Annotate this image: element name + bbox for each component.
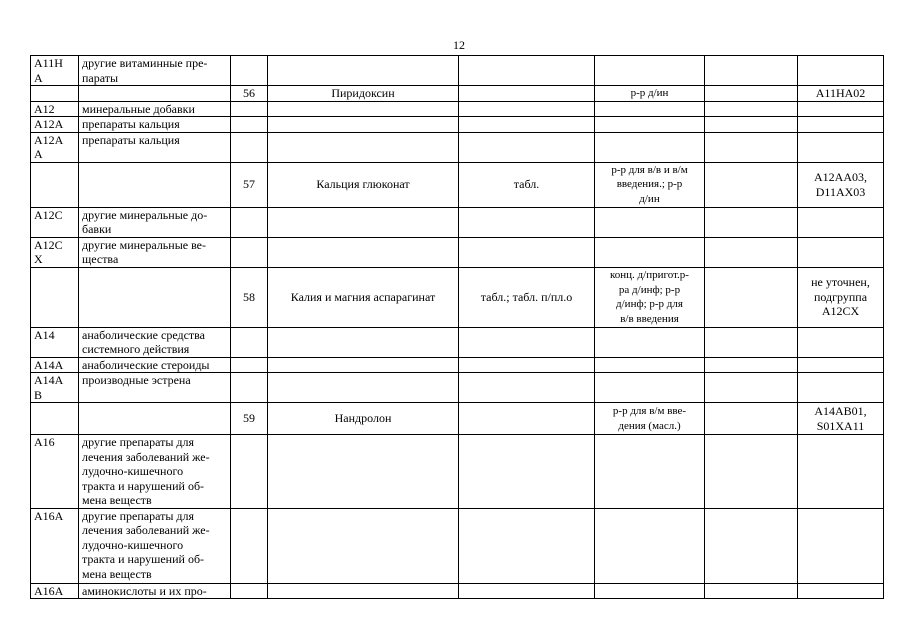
atc-group-code-cell: A14A (31, 357, 79, 373)
oral-form-cell: табл. (459, 162, 595, 207)
item-number-cell (231, 357, 268, 373)
empty-cell (705, 267, 798, 327)
atc-group-code-cell: A12A A (31, 132, 79, 162)
atc-group-name-cell: другие препараты для лечения заболеваний же- лудочно-кишечного тракта и нарушений об- мена веществ (79, 508, 231, 583)
atc-group-code-cell: A14A B (31, 373, 79, 403)
item-number-cell (231, 101, 268, 117)
parenteral-form-cell (595, 56, 705, 86)
oral-form-cell (459, 117, 595, 133)
drug-name-cell (268, 435, 459, 509)
item-number-cell: 56 (231, 86, 268, 102)
parenteral-form-cell (595, 132, 705, 162)
atc-code-cell (798, 583, 884, 599)
atc-code-cell (798, 373, 884, 403)
parenteral-form-cell (595, 207, 705, 237)
oral-form-cell (459, 403, 595, 435)
parenteral-form-cell (595, 357, 705, 373)
atc-group-name-cell (79, 86, 231, 102)
drug-name-cell (268, 583, 459, 599)
atc-code-cell (798, 207, 884, 237)
item-number-cell (231, 117, 268, 133)
oral-form-cell (459, 327, 595, 357)
parenteral-form-cell: конц. д/пригот.р- ра д/инф; р-р д/инф; р-р для в/в введения (595, 267, 705, 327)
atc-group-name-cell: другие минеральные ве- щества (79, 237, 231, 267)
drug-name-cell: Пиридоксин (268, 86, 459, 102)
item-number-cell (231, 435, 268, 509)
atc-code-cell: не уточнен, подгруппа A12CX (798, 267, 884, 327)
drug-name-cell (268, 237, 459, 267)
atc-code-cell (798, 132, 884, 162)
atc-code-cell (798, 508, 884, 583)
parenteral-form-cell (595, 373, 705, 403)
empty-cell (705, 403, 798, 435)
empty-cell (705, 237, 798, 267)
atc-group-code-cell: A14 (31, 327, 79, 357)
atc-group-code-cell: A12A (31, 117, 79, 133)
atc-code-cell (798, 56, 884, 86)
empty-cell (705, 435, 798, 509)
parenteral-form-cell: р-р д/ин (595, 86, 705, 102)
atc-group-code-cell: A11H A (31, 56, 79, 86)
table-row (31, 56, 884, 86)
drug-name-cell (268, 508, 459, 583)
empty-cell (705, 56, 798, 86)
page-number: 12 (453, 38, 465, 52)
table-row (31, 508, 884, 583)
item-number-cell: 58 (231, 267, 268, 327)
atc-group-code-cell: A16A (31, 508, 79, 583)
atc-code-cell (798, 101, 884, 117)
atc-group-name-cell: анаболические стероиды (79, 357, 231, 373)
drug-name-cell: Нандролон (268, 403, 459, 435)
oral-form-cell (459, 435, 595, 509)
table-row (31, 403, 884, 435)
item-number-cell (231, 56, 268, 86)
atc-code-cell: A14AB01, S01XA11 (798, 403, 884, 435)
atc-group-code-cell: A12 (31, 101, 79, 117)
oral-form-cell: табл.; табл. п/пл.о (459, 267, 595, 327)
drug-name-cell (268, 117, 459, 133)
parenteral-form-cell (595, 117, 705, 133)
item-number-cell (231, 327, 268, 357)
parenteral-form-cell (595, 583, 705, 599)
atc-group-name-cell: анаболические средства системного действия (79, 327, 231, 357)
oral-form-cell (459, 132, 595, 162)
atc-group-code-cell (31, 86, 79, 102)
table-row (31, 162, 884, 207)
atc-group-name-cell: аминокислоты и их про- (79, 583, 231, 599)
empty-cell (705, 162, 798, 207)
atc-group-name-cell: другие препараты для лечения заболеваний же- лудочно-кишечного тракта и нарушений об- мена веществ (79, 435, 231, 509)
item-number-cell (231, 373, 268, 403)
empty-cell (705, 86, 798, 102)
parenteral-form-cell (595, 508, 705, 583)
table-body (31, 56, 884, 599)
parenteral-form-cell (595, 435, 705, 509)
table-row (31, 435, 884, 509)
table-row (31, 101, 884, 117)
empty-cell (705, 207, 798, 237)
oral-form-cell (459, 56, 595, 86)
atc-code-cell (798, 357, 884, 373)
atc-group-name-cell: препараты кальция (79, 117, 231, 133)
oral-form-cell (459, 207, 595, 237)
atc-group-code-cell: A16A (31, 583, 79, 599)
table-row (31, 117, 884, 133)
item-number-cell: 57 (231, 162, 268, 207)
empty-cell (705, 583, 798, 599)
table-row (31, 357, 884, 373)
empty-cell (705, 373, 798, 403)
oral-form-cell (459, 101, 595, 117)
table-row (31, 583, 884, 599)
atc-code-cell: A12AA03, D11AX03 (798, 162, 884, 207)
atc-group-code-cell: A12C (31, 207, 79, 237)
empty-cell (705, 508, 798, 583)
drug-name-cell (268, 101, 459, 117)
item-number-cell: 59 (231, 403, 268, 435)
drug-name-cell (268, 357, 459, 373)
empty-cell (705, 101, 798, 117)
drug-name-cell (268, 327, 459, 357)
oral-form-cell (459, 86, 595, 102)
oral-form-cell (459, 508, 595, 583)
item-number-cell (231, 132, 268, 162)
parenteral-form-cell: р-р для в/м вве- дения (масл.) (595, 403, 705, 435)
atc-group-name-cell (79, 403, 231, 435)
atc-code-cell (798, 237, 884, 267)
atc-group-name-cell (79, 162, 231, 207)
drug-name-cell: Калия и магния аспарагинат (268, 267, 459, 327)
oral-form-cell (459, 357, 595, 373)
item-number-cell (231, 508, 268, 583)
atc-group-code-cell (31, 403, 79, 435)
atc-code-cell (798, 117, 884, 133)
atc-group-name-cell: препараты кальция (79, 132, 231, 162)
atc-group-code-cell: A12C X (31, 237, 79, 267)
drug-name-cell (268, 132, 459, 162)
table-row (31, 207, 884, 237)
atc-group-code-cell (31, 267, 79, 327)
table-row (31, 373, 884, 403)
table-row (31, 132, 884, 162)
atc-code-cell (798, 435, 884, 509)
atc-group-name-cell: другие минеральные до- бавки (79, 207, 231, 237)
drug-classification-table (30, 55, 884, 599)
atc-group-code-cell (31, 162, 79, 207)
oral-form-cell (459, 373, 595, 403)
atc-group-code-cell: A16 (31, 435, 79, 509)
atc-code-cell: A11HA02 (798, 86, 884, 102)
item-number-cell (231, 237, 268, 267)
item-number-cell (231, 583, 268, 599)
item-number-cell (231, 207, 268, 237)
drug-name-cell (268, 56, 459, 86)
atc-group-name-cell: минеральные добавки (79, 101, 231, 117)
drug-name-cell: Кальция глюконат (268, 162, 459, 207)
oral-form-cell (459, 583, 595, 599)
empty-cell (705, 357, 798, 373)
oral-form-cell (459, 237, 595, 267)
parenteral-form-cell (595, 101, 705, 117)
table-row (31, 237, 884, 267)
drug-name-cell (268, 207, 459, 237)
empty-cell (705, 327, 798, 357)
empty-cell (705, 117, 798, 133)
atc-group-name-cell: производные эстрена (79, 373, 231, 403)
table-row (31, 267, 884, 327)
drug-name-cell (268, 373, 459, 403)
parenteral-form-cell (595, 237, 705, 267)
atc-group-name-cell (79, 267, 231, 327)
atc-code-cell (798, 327, 884, 357)
atc-group-name-cell: другие витаминные пре- параты (79, 56, 231, 86)
table-row (31, 327, 884, 357)
parenteral-form-cell: р-р для в/в и в/м введения.; р-р д/ин (595, 162, 705, 207)
table-row (31, 86, 884, 102)
parenteral-form-cell (595, 327, 705, 357)
empty-cell (705, 132, 798, 162)
